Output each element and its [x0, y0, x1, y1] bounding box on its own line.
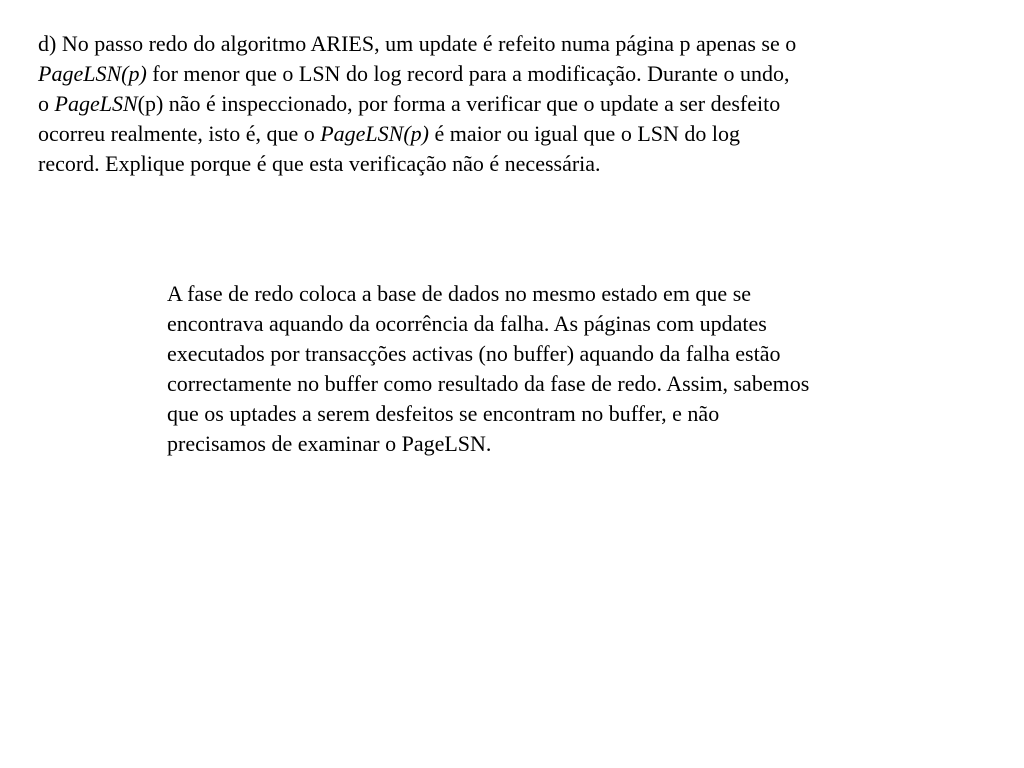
question-line — [38, 29, 796, 59]
italic-term: PageLSN — [54, 91, 138, 116]
answer-line: encontrava aquando da ocorrência da falha. As páginas com updates — [167, 311, 767, 336]
question-line-text: for menor que o LSN do log record para a modificação. Durante o undo, — [146, 61, 790, 86]
question-line — [38, 59, 796, 89]
answer-line: executados por transacções activas (no buffer) aquando da falha estão — [167, 341, 781, 366]
answer-text — [167, 279, 809, 459]
question-line — [38, 89, 796, 119]
question-line — [38, 119, 796, 149]
question-text — [38, 29, 796, 179]
answer-line: precisamos de examinar o PageLSN. — [167, 431, 492, 456]
question-line-text: record. Explique porque é que esta verificação não é necessária. — [38, 151, 601, 176]
italic-term: PageLSN(p) — [320, 121, 429, 146]
question-line-text: d) No passo redo do algoritmo ARIES, um update é refeito numa página p apenas se o — [38, 31, 797, 56]
answer-line: correctamente no buffer como resultado da fase de redo. Assim, sabemos — [167, 371, 810, 396]
question-line-text: o — [38, 91, 55, 116]
question-line-text: ocorreu realmente, isto é, que o — [38, 121, 321, 146]
answer-line: que os uptades a serem desfeitos se encontram no buffer, e não — [167, 401, 720, 426]
question-line-text: (p) não é inspeccionado, por forma a verificar que o update a ser desfeito — [137, 91, 781, 116]
answer-line: A fase de redo coloca a base de dados no mesmo estado em que se — [167, 281, 752, 306]
italic-term: PageLSN(p) — [38, 61, 147, 86]
question-line-text: é maior ou igual que o LSN do log — [428, 121, 740, 146]
question-line — [38, 149, 796, 179]
